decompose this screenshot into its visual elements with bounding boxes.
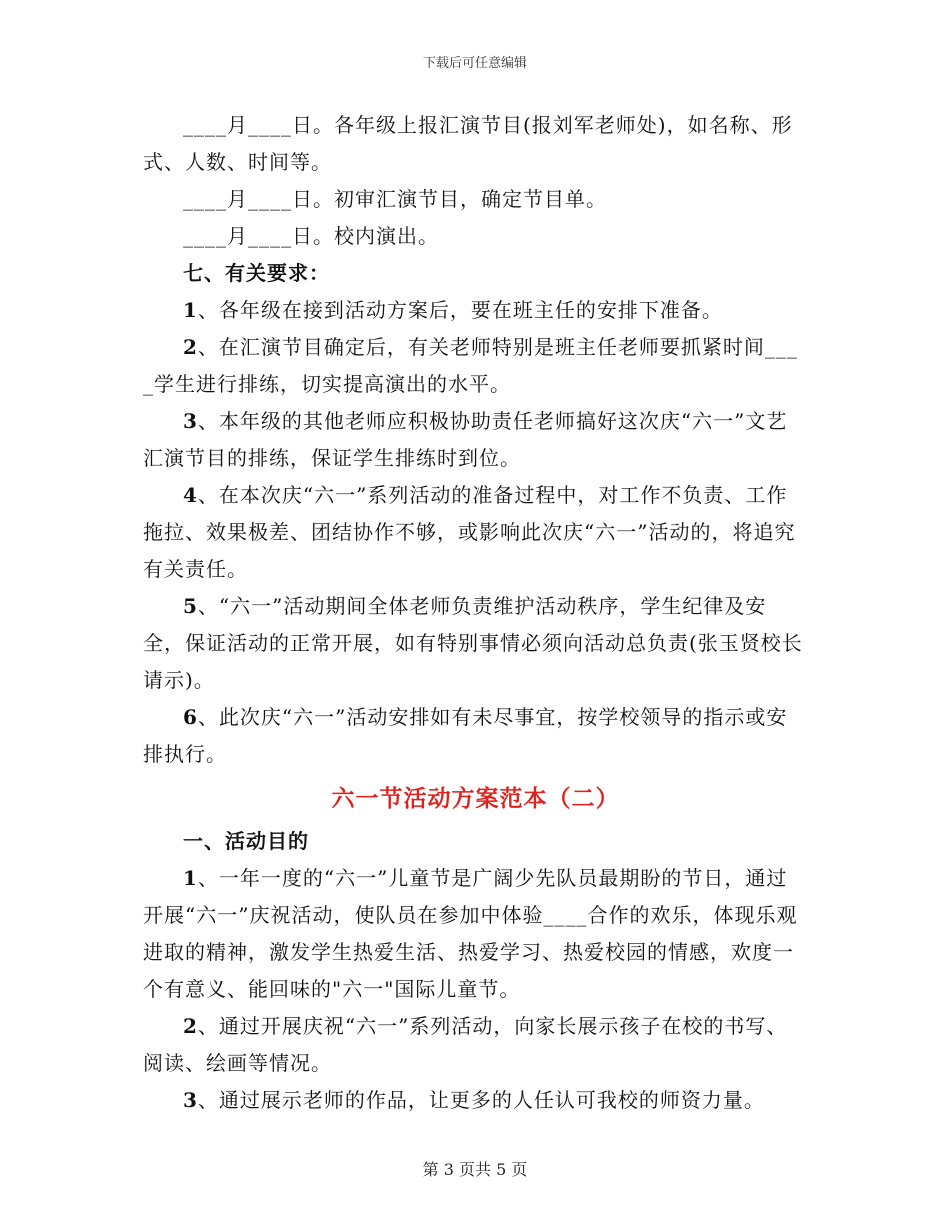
requirement-item [143,477,808,588]
requirement-number: 1 [183,298,198,322]
schedule-line-1: ____月____日。各年级上报汇演节目(报刘军老师处)，如名称、形式、人数、时间等。 [143,113,793,174]
purpose-item [143,1082,808,1119]
requirement-number: 2 [183,335,198,359]
section-heading-requirements: 七、有关要求： [183,261,330,285]
purpose-item [143,860,808,1008]
page-header: 下载后可任意编辑 [422,56,527,71]
requirement-item [143,329,808,403]
requirement-text: 、“六一”活动期间全体老师负责维护活动秩序，学生纪律及安全，保证活动的正常开展，如有特别事情必须向活动总负责(张玉贤校长请示)。 [143,594,803,692]
schedule-line-2: ____月____日。初审汇演节目，确定节目单。 [183,187,607,211]
document-title: 六一节活动方案范本（二） [331,785,620,812]
purpose-number: 2 [183,1014,198,1038]
requirement-item [143,403,808,477]
requirement-item [143,588,808,699]
requirement-text: 、各年级在接到活动方案后，要在班主任的安排下准备。 [197,298,723,322]
document-body [143,107,808,1119]
requirement-number: 4 [183,483,198,507]
requirement-number: 6 [183,705,198,729]
purpose-text: 、通过开展庆祝“六一”系列活动，向家长展示孩子在校的书写、阅读、绘画等情况。 [143,1014,788,1075]
purpose-item [143,1008,808,1082]
requirement-text: 、此次庆“六一”活动安排如有未尽事宜，按学校领导的指示或安排执行。 [143,705,788,766]
requirement-item [143,292,808,329]
purpose-number: 1 [183,866,198,890]
purpose-number: 3 [183,1088,198,1112]
purpose-text: 、通过展示老师的作品，让更多的人任认可我校的师资力量。 [197,1088,765,1112]
requirement-item [143,699,808,773]
requirement-text: 、在本次庆“六一”系列活动的准备过程中，对工作不负责、工作拖拉、效果极差、团结协作不够，或影响此次庆“六一”活动的，将追究有关责任。 [143,483,796,581]
requirement-number: 5 [183,594,198,618]
requirement-text: 、在汇演节目确定后，有关老师特别是班主任老师要抓紧时间____学生进行排练，切实提高演出的水平。 [143,335,798,396]
section-heading-purpose: 一、活动目的 [183,829,309,853]
page-footer: 第 3 页共 5 页 [422,1160,528,1179]
purpose-text: 、一年一度的“六一”儿童节是广阔少先队员最期盼的节日，通过开展“六一”庆祝活动，使队员在参加中体验____合作的欢乐，体现乐观进取的精神，激发学生热爱生活、热爱学习、热爱校园的情感，欢度一个有意义、能回味的"六一"国际儿童节。 [143,866,798,1001]
requirement-number: 3 [183,409,198,433]
requirement-text: 、本年级的其他老师应积极协助责任老师搞好这次庆“六一”文艺汇演节目的排练，保证学生排练时到位。 [143,409,788,470]
schedule-line-3: ____月____日。校内演出。 [183,224,439,248]
